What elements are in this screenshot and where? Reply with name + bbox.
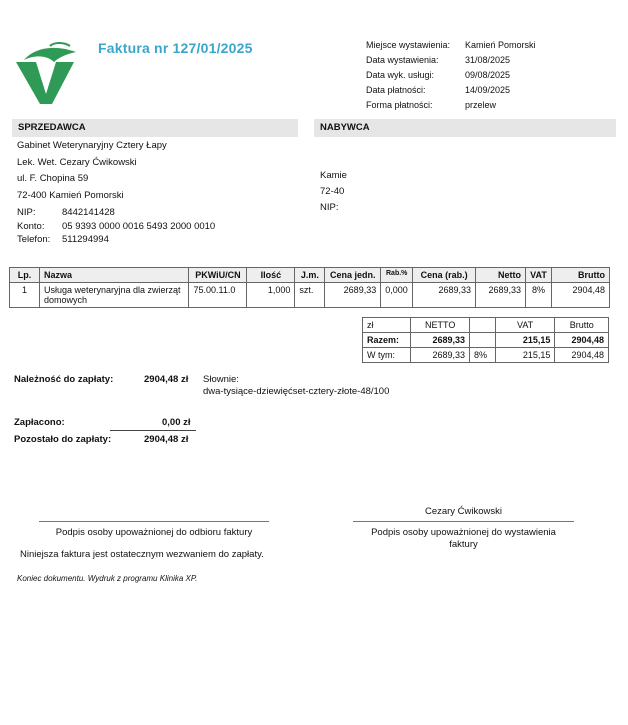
sum-wtym-brutto: 2904,48 bbox=[555, 348, 609, 363]
seller-heading: SPRZEDAWCA bbox=[12, 119, 298, 137]
seller-city: 72-400 Kamień Pomorski bbox=[17, 190, 124, 201]
buyer-line1: Kamie bbox=[320, 170, 347, 181]
remaining-label: Pozostało do zapłaty: bbox=[14, 434, 112, 445]
buyer-heading: NABYWCA bbox=[314, 119, 616, 137]
th-brutto: Brutto bbox=[552, 268, 610, 283]
seller-street: ul. F. Chopina 59 bbox=[17, 173, 89, 184]
th-cena-rab: Cena (rab.) bbox=[413, 268, 476, 283]
meta-label-service-date: Data wyk. usługi: bbox=[366, 70, 435, 80]
th-vat: VAT bbox=[526, 268, 552, 283]
buyer-line2: 72-40 bbox=[320, 186, 345, 197]
seller-konto: 05 9393 0000 0016 5493 2000 0010 bbox=[62, 221, 216, 232]
sum-razem-netto: 2689,33 bbox=[411, 333, 470, 348]
meta-value-payment-form: przelew bbox=[465, 100, 497, 110]
seller-nip-label: NIP: bbox=[17, 207, 36, 218]
buyer-nip-label: NIP: bbox=[320, 202, 339, 213]
sum-h-netto: NETTO bbox=[411, 318, 470, 333]
invoice-title: Faktura nr 127/01/2025 bbox=[98, 40, 253, 56]
cell-pkwiu: 75.00.11.0 bbox=[189, 283, 247, 308]
cell-ilosc: 1,000 bbox=[247, 283, 295, 308]
due-value: 2904,48 zł bbox=[144, 374, 189, 385]
meta-label-issue-date: Data wystawienia: bbox=[366, 55, 439, 65]
th-netto: Netto bbox=[476, 268, 526, 283]
issuer-signature-caption: Podpis osoby upoważnionej do wystawienia faktury bbox=[371, 527, 556, 550]
sum-wtym-rate: 8% bbox=[470, 348, 496, 363]
summary-table bbox=[362, 317, 609, 363]
receiver-signature-line bbox=[39, 521, 269, 522]
seller-telefon: 511294994 bbox=[62, 234, 109, 245]
meta-value-place: Kamień Pomorski bbox=[465, 40, 536, 50]
document-end-note: Koniec dokumentu. Wydruk z programu Klinika XP. bbox=[17, 574, 198, 583]
cell-brutto: 2904,48 bbox=[552, 283, 610, 308]
clinic-logo bbox=[14, 42, 84, 106]
cell-lp: 1 bbox=[10, 283, 40, 308]
cell-nazwa: Usługa weterynaryjna dla zwierząt domowych bbox=[39, 283, 189, 308]
sum-h-brutto: Brutto bbox=[555, 318, 609, 333]
sum-razem-label: Razem: bbox=[363, 333, 411, 348]
seller-konto-label: Konto: bbox=[17, 221, 45, 232]
cell-netto: 2689,33 bbox=[476, 283, 526, 308]
due-label: Należność do zapłaty: bbox=[14, 374, 114, 385]
paid-value: 0,00 zł bbox=[162, 417, 191, 428]
meta-value-payment-date: 14/09/2025 bbox=[465, 85, 511, 95]
seller-name: Gabinet Weterynaryjny Cztery Łapy bbox=[17, 140, 167, 151]
sum-razem-brutto: 2904,48 bbox=[555, 333, 609, 348]
sum-h-vat: VAT bbox=[495, 318, 555, 333]
table-row bbox=[10, 283, 610, 308]
th-jm: J.m. bbox=[295, 268, 325, 283]
paid-label: Zapłacono: bbox=[14, 417, 65, 428]
issuer-name: Cezary Ćwikowski bbox=[424, 506, 503, 517]
words-value: dwa-tysiące-dziewięćset-cztery-złote-48/100 bbox=[203, 386, 390, 397]
meta-value-issue-date: 31/08/2025 bbox=[465, 55, 511, 65]
receiver-signature-caption: Podpis osoby upoważnionej do odbioru faktury bbox=[55, 527, 253, 538]
th-cena: Cena jedn. bbox=[325, 268, 381, 283]
seller-telefon-label: Telefon: bbox=[17, 234, 51, 245]
seller-person: Lek. Wet. Cezary Ćwikowski bbox=[17, 157, 137, 168]
paid-divider bbox=[110, 430, 196, 431]
th-lp: Lp. bbox=[10, 268, 40, 283]
words-label: Słownie: bbox=[203, 374, 239, 385]
seller-nip: 8442141428 bbox=[62, 207, 115, 218]
th-rab: Rab.% bbox=[381, 268, 413, 283]
sum-razem-vat: 215,15 bbox=[495, 333, 555, 348]
sum-wtym-label: W tym: bbox=[363, 348, 411, 363]
cell-cena: 2689,33 bbox=[325, 283, 381, 308]
th-ilosc: Ilość bbox=[247, 268, 295, 283]
meta-value-service-date: 09/08/2025 bbox=[465, 70, 511, 80]
final-notice: Niniejsza faktura jest ostatecznym wezwaniem do zapłaty. bbox=[20, 549, 264, 560]
meta-label-place: Miejsce wystawienia: bbox=[366, 40, 451, 50]
cell-vat: 8% bbox=[526, 283, 552, 308]
remaining-value: 2904,48 zł bbox=[144, 434, 189, 445]
sum-wtym-netto: 2689,33 bbox=[411, 348, 470, 363]
cell-cena-rab: 2689,33 bbox=[413, 283, 476, 308]
sum-wtym-vat: 215,15 bbox=[495, 348, 555, 363]
issuer-signature-line bbox=[353, 521, 574, 522]
cell-jm: szt. bbox=[295, 283, 325, 308]
th-pkwiu: PKWiU/CN bbox=[189, 268, 247, 283]
cell-rab: 0,000 bbox=[381, 283, 413, 308]
th-nazwa: Nazwa bbox=[39, 268, 189, 283]
table-header-row bbox=[10, 268, 610, 283]
meta-label-payment-form: Forma płatności: bbox=[366, 100, 433, 110]
sum-currency: zł bbox=[363, 318, 411, 333]
items-table bbox=[9, 267, 610, 308]
meta-label-payment-date: Data płatności: bbox=[366, 85, 426, 95]
